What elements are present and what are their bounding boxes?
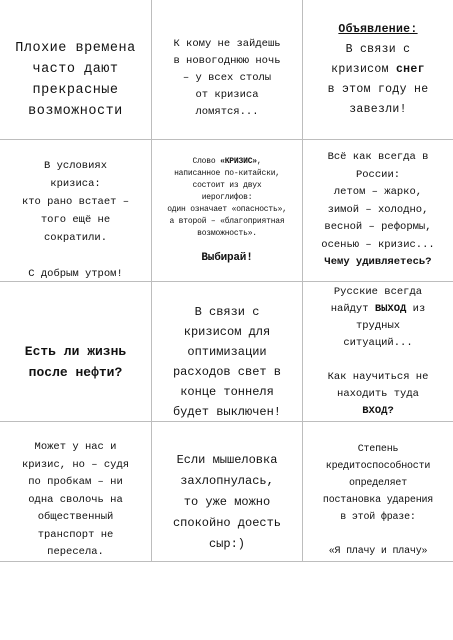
- card-exit-entrance: [303, 282, 453, 421]
- card-text-part: Если мышеловка захлопнулась, то уже можно спокойно доесть сыр:): [172, 452, 282, 551]
- card-text-part: Плохие времена часто дают прекрасные возможности: [15, 41, 136, 119]
- card-text: [323, 424, 433, 560]
- card-text-part: Слово: [192, 157, 221, 166]
- card-text-part: Всё как всегда в России: летом – жарко, зимой – холодно, весной – реформы, осенью – кризис...: [321, 151, 435, 251]
- card-text-bold: Чему удивляетесь?: [324, 256, 432, 269]
- card-text-bold: ВЫХОД: [374, 302, 407, 315]
- card-text-bold: Выбирай!: [201, 252, 253, 264]
- card-mousetrap: [152, 422, 302, 561]
- card-crisis-word: [152, 140, 302, 281]
- card-text-bold: снег: [395, 62, 425, 76]
- card-text-part: в этом году не завезли!: [327, 82, 429, 116]
- card-text: [22, 139, 129, 283]
- card-traffic-jams: [0, 422, 151, 561]
- card-bad-times: [0, 0, 151, 139]
- card-credit-stress: [303, 422, 453, 561]
- card-text-part: К кому не зайдешь в новогоднюю ночь – у всех столы от кризиса ломятся...: [173, 37, 281, 118]
- card-text-part: , написанное по-китайски, состоит из двух иероглифов: один означает «опасность», а второй – «благоприятная возможность».: [167, 157, 287, 238]
- card-text-part: В связи с кризисом для оптимизации расходов свет в конце тоннеля будет выключен!: [172, 304, 282, 419]
- card-early-riser: [0, 140, 151, 281]
- card-text: [328, 20, 429, 120]
- card-after-oil: [0, 282, 151, 421]
- card-text: [22, 422, 129, 562]
- card-new-year: [152, 0, 302, 139]
- card-text: [167, 156, 287, 265]
- card-text: [25, 320, 126, 383]
- card-text-part: из трудных ситуаций... Как научиться не находить туда: [327, 302, 429, 400]
- card-text-bold: ВХОД?: [362, 404, 394, 417]
- card-russia-always: [303, 140, 453, 281]
- card-text-part: Есть ли жизнь после нефти?: [24, 344, 127, 380]
- card-announcement: [303, 0, 453, 139]
- card-text-part: Степень кредитоспособности определяет постановка ударения в этой фразе: «Я плачу и плачу»: [322, 443, 434, 557]
- card-tunnel-light: [152, 282, 302, 421]
- card-text: [173, 19, 280, 121]
- card-text-part: Русские всегда найдут: [330, 285, 423, 315]
- card-text: [328, 284, 429, 420]
- card-text-part: В условиях кризиса: кто рано встает – того ещё не сократили. С добрым утром!: [21, 159, 130, 280]
- card-text: [321, 149, 434, 272]
- card-text-bold: «КРИЗИС»: [220, 157, 257, 166]
- card-text: [173, 282, 281, 422]
- card-text-part: В связи с кризисом: [331, 42, 411, 76]
- card-text: [15, 17, 135, 122]
- card-text: [173, 429, 281, 555]
- announcement-heading: Объявление:: [338, 22, 418, 36]
- card-text-part: Может у нас и кризис, но – судя по пробкам – ни одна сволочь на общественный транспорт не пересела.: [21, 441, 130, 558]
